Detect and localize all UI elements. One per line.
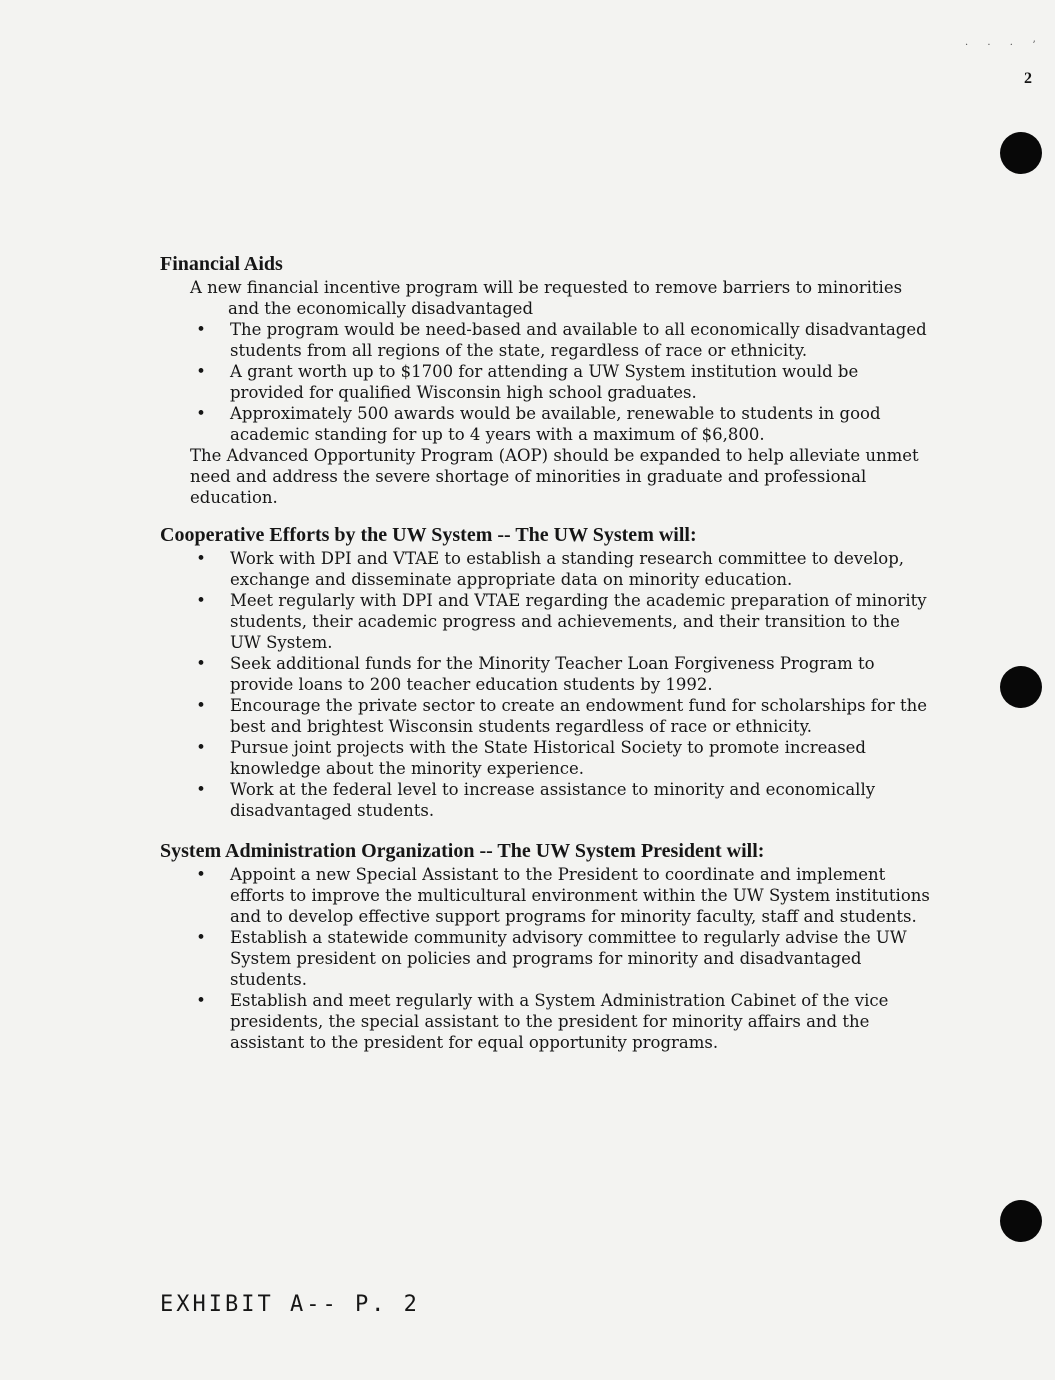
bullet-icon: • [196, 591, 206, 610]
list-item: • The program would be need-based and available to all economically disadvantaged students from all regions of the state, regardless of race or ethnicity. [190, 319, 930, 361]
bullet-icon: • [196, 404, 206, 423]
list-item: • Meet regularly with DPI and VTAE regarding the academic preparation of minority students, their academic progress and achievements, and their transition to the UW System. [190, 590, 930, 653]
financial-aids-section [160, 252, 930, 508]
financial-aids-closing: The Advanced Opportunity Program (AOP) should be expanded to help alleviate unmet need and address the severe shortage of minorities in graduate and professional education. [190, 446, 919, 507]
page-number: 2 [1024, 70, 1032, 87]
system-administration-bullets [160, 864, 930, 1053]
cooperative-efforts-section [160, 523, 930, 821]
bullet-icon: • [196, 991, 206, 1010]
bullet-icon: • [196, 865, 206, 884]
list-item: • Pursue joint projects with the State Historical Society to promote increased knowledge about the minority experience. [190, 737, 930, 779]
bullet-icon: • [196, 738, 206, 757]
financial-aids-heading: Financial Aids [160, 253, 283, 275]
list-item: • Appoint a new Special Assistant to the President to coordinate and implement efforts to improve the multicultural environment within the UW System institutions and to develop effective support programs for minority faculty, staff and students. [190, 864, 930, 927]
bullet-icon: • [196, 654, 206, 673]
list-item: • Approximately 500 awards would be available, renewable to students in good academic standing for up to 4 years with a maximum of $6,800. [190, 403, 930, 445]
bullet-icon: • [196, 362, 206, 381]
financial-aids-bullets [160, 319, 930, 445]
system-administration-heading: System Administration Organization -- The UW System President will: [160, 840, 765, 862]
system-administration-section [160, 839, 930, 1053]
bullet-icon: • [196, 780, 206, 799]
list-item: • A grant worth up to $1700 for attending a UW System institution would be provided for qualified Wisconsin high school graduates. [190, 361, 930, 403]
binder-hole-middle [1000, 666, 1042, 708]
bullet-icon: • [196, 928, 206, 947]
bullet-icon: • [196, 696, 206, 715]
financial-aids-intro: A new financial incentive program will be requested to remove barriers to minorities and the economically disadvantaged [190, 278, 903, 318]
binder-hole-bottom [1000, 1200, 1042, 1242]
cooperative-efforts-heading: Cooperative Efforts by the UW System -- The UW System will: [160, 524, 697, 546]
list-item: • Work with DPI and VTAE to establish a standing research committee to develop, exchange and disseminate appropriate data on minority education. [190, 548, 930, 590]
list-item: • Establish a statewide community advisory committee to regularly advise the UW System president on policies and programs for minority and disadvantaged students. [190, 927, 930, 990]
exhibit-label: EXHIBIT A-- P. 2 [160, 1292, 420, 1317]
list-item: • Establish and meet regularly with a System Administration Cabinet of the vice presidents, the special assistant to the president for minority affairs and the assistant to the president for equal opportunity programs. [190, 990, 930, 1053]
corner-marks: · · · ʼ [965, 40, 1044, 51]
bullet-icon: • [196, 320, 206, 339]
bullet-icon: • [196, 549, 206, 568]
list-item: • Seek additional funds for the Minority Teacher Loan Forgiveness Program to provide loans to 200 teacher education students by 1992. [190, 653, 930, 695]
list-item: • Encourage the private sector to create an endowment fund for scholarships for the best and brightest Wisconsin students regardless of race or ethnicity. [190, 695, 930, 737]
cooperative-efforts-bullets [160, 548, 930, 821]
binder-hole-top [1000, 132, 1042, 174]
list-item: • Work at the federal level to increase assistance to minority and economically disadvantaged students. [190, 779, 930, 821]
